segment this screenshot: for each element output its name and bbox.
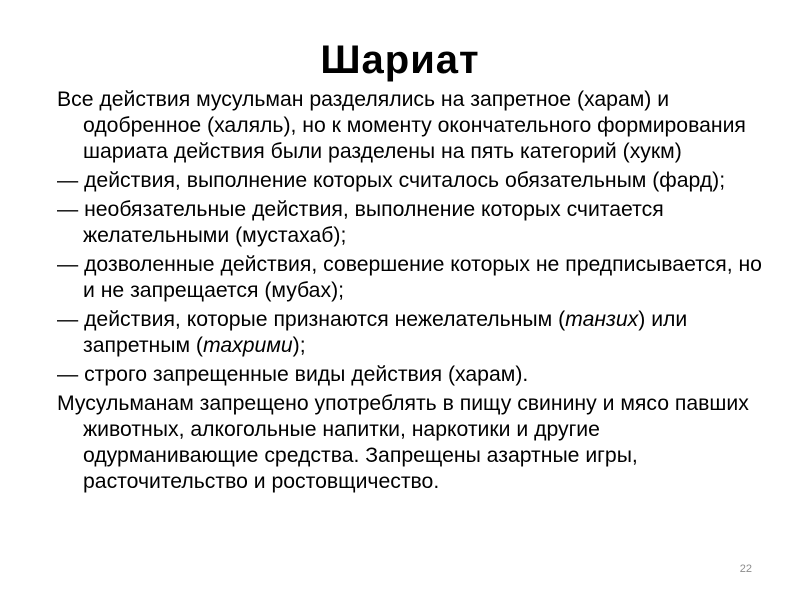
makruh-text-part-1: — действия, которые признаются нежелательным ( [57,308,566,331]
paragraph-prohibitions: Мусульманам запрещено употреблять в пищу свинину и мясо павших животных, алкогольные напитки, наркотики и другие одурманивающие средства. Запрещены азартные игры, расточительство и ростовщичество. [57,392,749,493]
list-item-haram: — строго запрещенные виды действия (харам). [57,363,529,386]
list-item-mubah: — дозволенные действия, совершение которых не предписывается, но и не запрещается (мубах); [57,253,762,302]
makruh-text-part-3: ); [292,334,306,357]
makruh-term-tanzih: танзих [565,308,639,331]
slide-title: Шариат [320,38,480,82]
paragraph-intro: Все действия мусульман разделялись на запретное (харам) и одобренное (халяль), но к моменту окончательного формирования шариата действия были разделены на пять категорий (хукм) [57,88,746,163]
makruh-text-part-2: ) или запретным ( [83,308,688,357]
page-number: 22 [739,563,752,575]
list-item-makruh [57,307,777,359]
makruh-term-tahrimi: тахрими [202,334,293,357]
list-item-fard: — действия, выполнение которых считалось обязательным (фард); [57,169,726,192]
slide-body [57,87,777,498]
list-item-mustahab: — необязательные действия, выполнение которых считается желательными (мустахаб); [57,198,664,247]
